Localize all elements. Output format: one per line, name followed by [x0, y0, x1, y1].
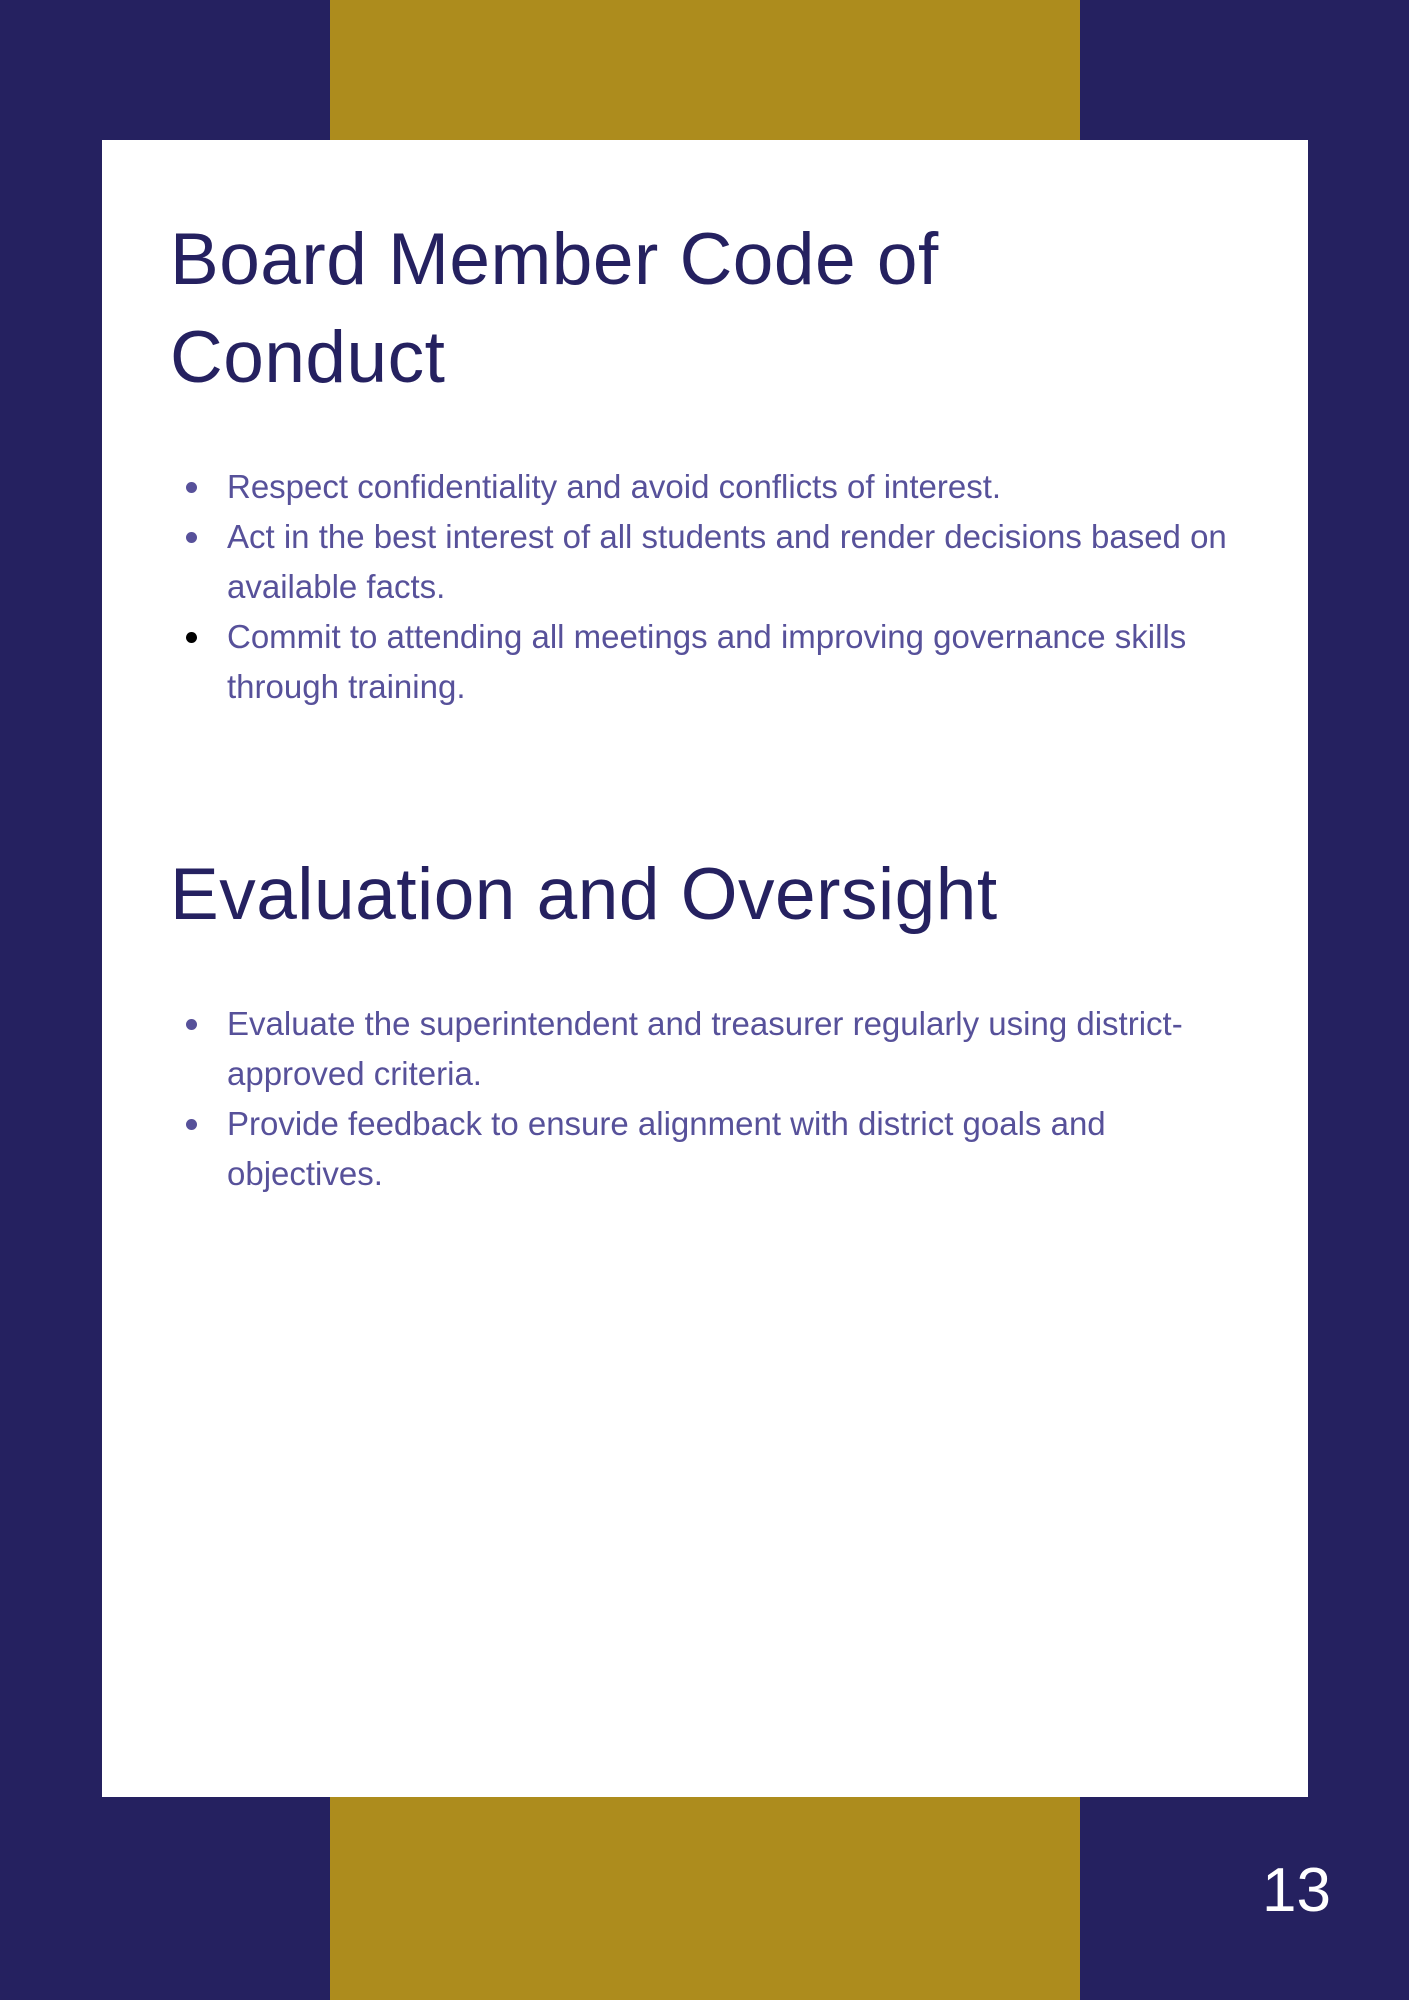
bottom-gold-band — [330, 1797, 1080, 2000]
list-item — [227, 512, 1227, 612]
code-of-conduct-list — [227, 462, 1227, 712]
content-card — [102, 140, 1308, 1797]
list-item-text: Act in the best interest of all students and render decisions based on available facts. — [227, 518, 1227, 605]
list-item-text: Respect confidentiality and avoid conflicts of interest. — [227, 468, 1002, 505]
bullet-icon — [186, 1119, 197, 1130]
list-item — [227, 462, 1227, 512]
section-heading-code-of-conduct: Board Member Code of Conduct — [170, 219, 939, 398]
section-heading-evaluation-oversight: Evaluation and Oversight — [170, 854, 998, 935]
bullet-icon — [186, 632, 197, 643]
page-number: 13 — [1262, 1856, 1331, 1925]
bullet-icon — [186, 482, 197, 493]
list-item-text: Evaluate the superintendent and treasurer regularly using district-approved criteria. — [227, 1005, 1183, 1092]
bullet-icon — [186, 532, 197, 543]
list-item-text: Provide feedback to ensure alignment with district goals and objectives. — [227, 1105, 1106, 1192]
top-gold-band — [330, 0, 1080, 140]
evaluation-oversight-list — [227, 999, 1227, 1199]
list-item — [227, 999, 1227, 1099]
list-item — [227, 612, 1227, 712]
bullet-icon — [186, 1019, 197, 1030]
list-item-text: Commit to attending all meetings and improving governance skills through training. — [227, 618, 1187, 705]
list-item — [227, 1099, 1227, 1199]
